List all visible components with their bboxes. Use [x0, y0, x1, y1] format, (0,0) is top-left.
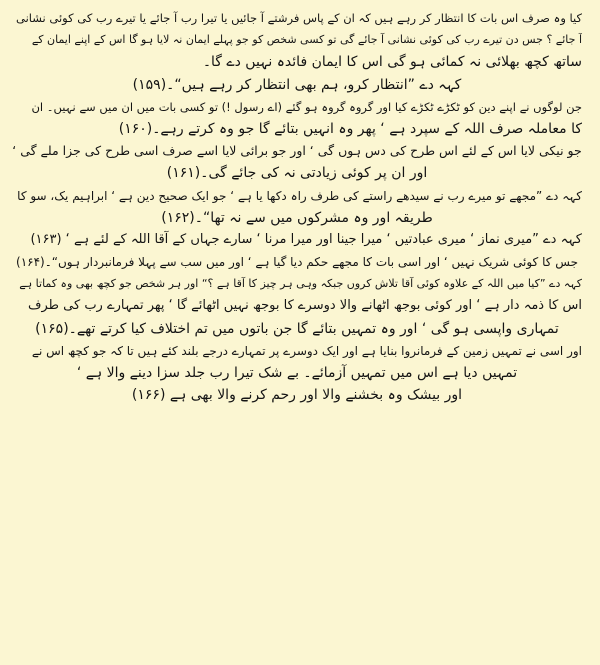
text-line: آ جائے ؟ جس دن تیرے رب کی کوئی نشانی آ جائے گی تو کسی شخص کو جو پہلے ایمان نہ لایا ہو گا اس کے اپنے ایمان کے: [31, 33, 582, 47]
text-line: اور ان پر کوئی زیادتی نہ کی جائے گی۔(۱۶۱): [166, 165, 428, 182]
text-line: جو نیکی لایا اس کے لئے اس طرح کی دس ہوں گی ‘ اور جو برائی لایا اسے صرف اسی طرح کی جزا ملے گی ‘: [12, 143, 582, 159]
text-line: کہہ دے ”میری نماز ‘ میری عبادتیں ‘ میرا جینا اور میرا مرنا ‘ سارے جہاں کے آقا اللہ کے لئے ہے ‘ (۱۶۳): [30, 231, 582, 247]
text-line: تمہاری واپسی ہو گی ‘ اور وہ تمہیں بتائے گا جن باتوں میں تم اختلاف کیا کرتے تھے۔(۱۶۵): [35, 320, 559, 337]
text-line: اس کا ذمہ دار ہے ‘ اور کوئی بوجھ اٹھانے والا دوسرے کا بوجھ نہیں اٹھائے گا ‘ پھر تمہارے رب کی طرف: [28, 298, 582, 314]
text-line: کہہ دے ”انتظار کرو، ہم بھی انتظار کر رہے ہیں“۔(۱۵۹): [132, 76, 462, 93]
text-line: اور بیشک وہ بخشنے والا اور رحم کرنے والا بھی ہے (۱۶۶): [131, 387, 463, 404]
text-line: کیا وہ صرف اس بات کا انتظار کر رہے ہیں کہ ان کے پاس فرشتے آ جائیں یا تیرا رب آ جائے یا تیرے رب کی کوئی نشانی: [15, 11, 582, 25]
urdu-text-page: [6, 3, 590, 655]
text-line: ساتھ کچھ بھلائی نہ کمائی ہو گی اس کا ایمان فائدہ نہیں دے گا۔: [202, 54, 582, 71]
text-line: طریقہ اور وہ مشرکوں میں سے نہ تھا“۔(۱۶۲): [161, 209, 433, 226]
text-line: کہہ دے ”کیا میں اللہ کے علاوہ کوئی آقا تلاش کروں جبکہ وہی ہر چیز کا آقا ہے ؟“ اور ہر شخص جو کچھ بھی وہ کماتا ہے: [19, 277, 582, 291]
text-line: کا معاملہ صرف اللہ کے سپرد ہے ‘ پھر وہ انہیں بتائے گا جو وہ کرتے رہے۔(۱۶۰): [118, 120, 582, 137]
text-line: تمہیں دیا ہے اس میں تمہیں آزمائے۔ بے شک تیرا رب جلد سزا دینے والا ہے ‘: [76, 365, 518, 381]
text-line: اور اسی نے تمہیں زمین کے فرمانروا بنایا ہے اور ایک دوسرے پر تمہارے درجے بلند کئے ہیں تا کہ جو کچھ اس نے: [31, 343, 582, 358]
text-line: جن لوگوں نے اپنے دین کو ٹکڑے ٹکڑے کیا اور گروہ گروہ ہو گئے (اے رسول !) تو کسی بات میں ان میں سے نہیں۔ ان: [31, 99, 582, 114]
text-line: کہہ دے ”مجھے تو میرے رب نے سیدھے راستے کی طرف راہ دکھا یا ہے ‘ جو ایک صحیح دین ہے ‘ ابراہیم یک، سو کا: [17, 188, 582, 203]
text-line: جس کا کوئی شریک نہیں ‘ اور اسی بات کا مجھے حکم دیا گیا ہے ‘ اور میں سب سے پہلا فرمانبردار ہوں“۔(۱۶۴): [16, 255, 578, 270]
